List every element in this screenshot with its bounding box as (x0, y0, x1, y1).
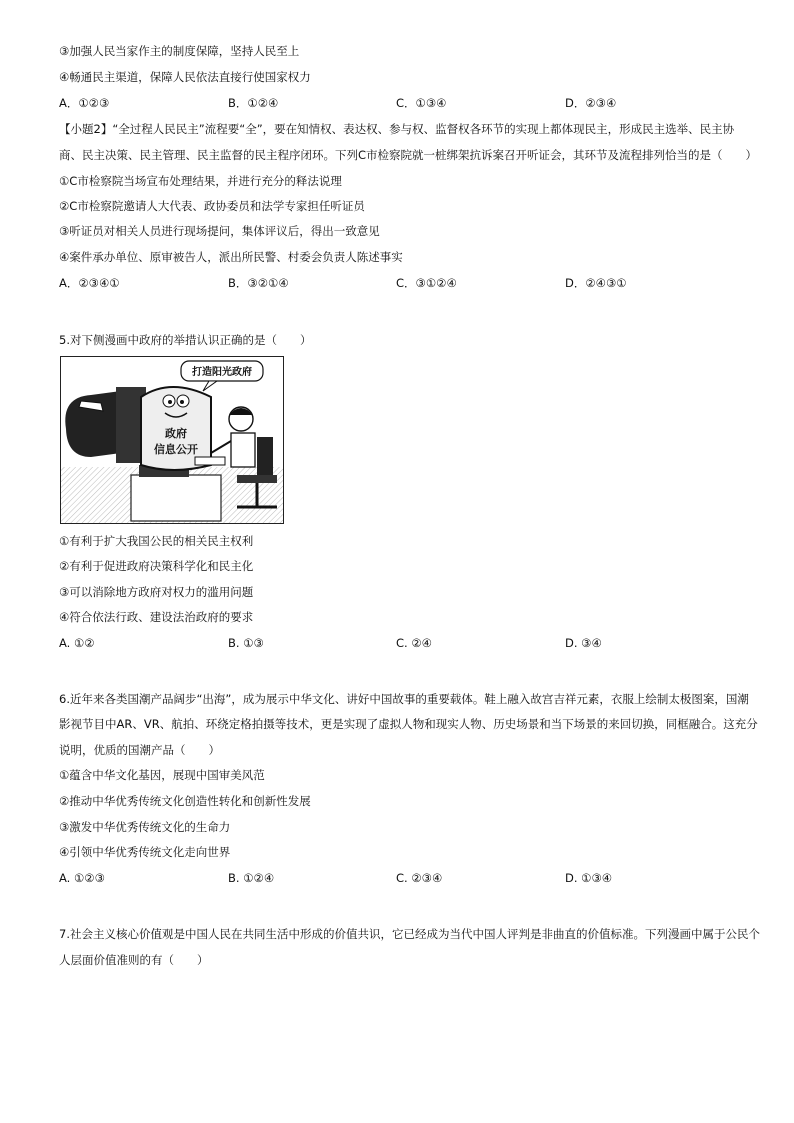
options-row-block1 (59, 96, 739, 110)
q6-statement-1: ①蕴含中华文化基因，展现中国审美风范 (59, 768, 265, 782)
screen-text-line1: 政府 (165, 427, 187, 440)
option-c[interactable]: C. ②④ (396, 636, 432, 650)
q5-cartoon (60, 356, 284, 524)
options-row-q5 (59, 636, 739, 650)
q6-statement-4: ④引领中华优秀传统文化走向世界 (59, 845, 231, 859)
option-a[interactable]: A. ①② (59, 636, 95, 650)
option-c[interactable]: C．③①②④ (396, 276, 457, 290)
option-d[interactable]: D. ③④ (565, 636, 602, 650)
sub2-statement-1: ①C市检察院当场宣布处理结果，并进行充分的释法说理 (59, 174, 342, 188)
option-c[interactable]: C. ②③④ (396, 871, 443, 885)
option-d[interactable]: D．②④③① (565, 276, 627, 290)
option-b[interactable]: B．③②①④ (228, 276, 289, 290)
sub2-statement-3: ③听证员对相关人员进行现场提问，集体评议后，得出一致意见 (59, 224, 380, 238)
q6-statement-2: ②推动中华优秀传统文化创造性转化和创新性发展 (59, 794, 311, 808)
q5-statement-4: ④符合依法行政、建设法治政府的要求 (59, 610, 254, 624)
sub2-statement-4: ④案件承办单位、原审被告人，派出所民警、村委会负责人陈述事实 (59, 250, 403, 264)
q6-stem-line3: 说明，优质的国潮产品（ ） (59, 743, 220, 757)
sub2-stem-line2: 商、民主决策、民主管理、民主监督的民主程序闭环。下列C市检察院就一桩绑架抗诉案召开听证会，其环节及流程排列恰当的是（ ） (59, 148, 758, 162)
option-b[interactable]: B. ①③ (228, 636, 264, 650)
statement-3: ③加强人民当家作主的制度保障，坚持人民至上 (59, 44, 300, 58)
sub2-statement-2: ②C市检察院邀请人大代表、政协委员和法学专家担任听证员 (59, 199, 365, 213)
q6-stem-line2: 影视节目中AR、VR、航拍、环绕定格拍摄等技术，更是实现了虚拟人物和现实人物、历史场景和当下场景的来回切换，同框融合。这充分 (59, 717, 758, 731)
option-a[interactable]: A．①②③ (59, 96, 110, 110)
option-a[interactable]: A. ①②③ (59, 871, 105, 885)
options-row-sub2 (59, 276, 739, 290)
option-a[interactable]: A．②③④① (59, 276, 120, 290)
option-b[interactable]: B．①②④ (228, 96, 279, 110)
q6-statement-3: ③激发中华优秀传统文化的生命力 (59, 820, 231, 834)
q7-stem-line2: 人层面价值准则的有（ ） (59, 953, 209, 967)
q5-statement-1: ①有利于扩大我国公民的相关民主权利 (59, 534, 254, 548)
sub2-stem-line1: 【小题2】“全过程人民民主”流程要“全”，要在知情权、表达权、参与权、监督权各环节的实现上都体现民主，形成民主选举、民主协 (59, 122, 735, 136)
q5-stem: 5.对下侧漫画中政府的举措认识正确的是（ ） (59, 333, 312, 347)
option-d[interactable]: D．②③④ (565, 96, 617, 110)
bubble-text: 打造阳光政府 (192, 367, 252, 378)
q5-statement-3: ③可以消除地方政府对权力的滥用问题 (59, 585, 254, 599)
q6-stem-line1: 6.近年来各类国潮产品阔步“出海”，成为展示中华文化、讲好中国故事的重要载体。鞋上融入故宫吉祥元素，衣服上绘制太极图案，国潮 (59, 692, 749, 706)
option-b[interactable]: B. ①②④ (228, 871, 275, 885)
q7-stem-line1: 7.社会主义核心价值观是中国人民在共同生活中形成的价值共识，它已经成为当代中国人评判是非曲直的价值标准。下列漫画中属于公民个 (59, 927, 760, 941)
option-c[interactable]: C．①③④ (396, 96, 447, 110)
statement-4: ④畅通民主渠道，保障人民依法直接行使国家权力 (59, 70, 311, 84)
screen-text-line2: 信息公开 (154, 443, 198, 456)
options-row-q6 (59, 871, 739, 885)
q5-statement-2: ②有利于促进政府决策科学化和民主化 (59, 559, 254, 573)
option-d[interactable]: D. ①③④ (565, 871, 613, 885)
